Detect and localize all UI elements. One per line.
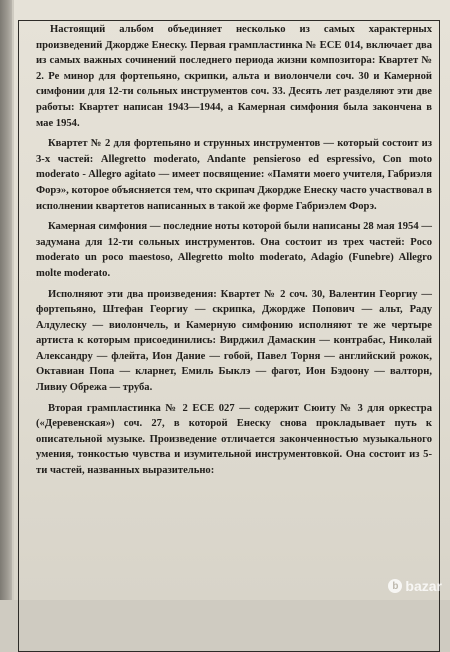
paragraph-intro: Настоящий альбом объединяет несколько из самых характерных произведений Джордже Енеску. Первая грампластинка № ЕСЕ 014, включает два из самых важных сочинений последнего периода жизни композитора: Квартет № 2. Ре минор для фортепьяно, скрипки, альта и виолончели соч. 30 и Камерной симфонии для 12-ти сольных инструментов соч. 33. Десять лет разделяют эти две работы: Квартет написан 1943—1944, а Камерная симфония была закончена в мае 1954. [36,24,432,129]
adjacent-page-edge [0,0,12,600]
paragraph-second-record: Вторая грампластинка № 2 ЕСЕ 027 — содержит Сюиту № 3 для оркестра («Деревенская») соч. 27, в которой Енеску снова прокладывает путь к описательной музыке. Произведение отличается законченностью музыкального умения, тонкостью чувства и изумительной инструментовкой. Она состоит из 5-ти частей, названных выразительно: [36,402,432,477]
liner-notes-text [36,22,432,484]
paragraph-quartet: Квартет № 2 для фортепьяно и струнных инструментов — который состоит из 3-х частей: Allegretto moderato, Andante pensieroso ed espressivo, Con moto moderato - Allegro agitato — имеет посвящение: «Памяти моего учителя, Габриэля Форэ», которое объясняется тем, что скрипач Джордже Енеску часто участвовал в исполнении квартетов написанных в такой же форме Габриэлем Форэ. [36,138,432,212]
watermark-text: bazar [405,578,442,594]
watermark [388,578,442,594]
bazar-logo-icon: b [388,579,402,593]
paragraph-performers: Исполняют эти два произведения: Квартет № 2 соч. 30, Валентин Георгиу — фортепьяно, Штефан Георгиу — скрипка, Джордже Попович — альт, Раду Алдулеску — виолончель, и Камерную симфонию исполняют те же чертыре артиста к которым присоединились: Вирджил Дамаскин — контрабас, Николай Александру — флейта, Ион Дание — гобой, Павел Торня — английский рожок, Октавиан Попа — кларнет, Емиль Быклэ — фагот, Ион Бэдоону — валторн, Ливиу Обрежа — труба. [36,288,432,394]
paragraph-chamber-symphony: Камерная симфония — последние ноты которой были написаны 28 мая 1954 — задумана для 12-ти сольных инструментов. Она состоит из трех частей: Poco moderato un poco maestoso, Allegretto molto moderato, Adagio (Funebre) Allegro molte moderato. [36,221,432,279]
